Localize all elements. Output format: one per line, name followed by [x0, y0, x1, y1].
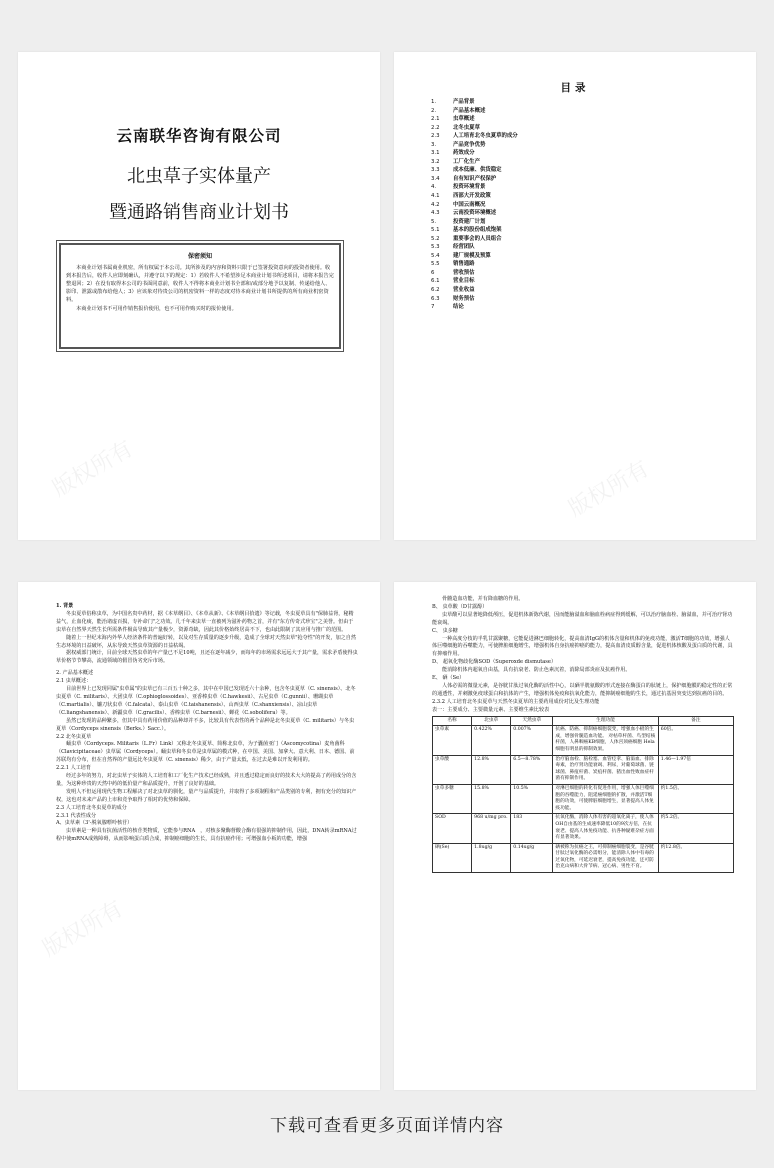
subsection-heading: 2.2.1 人工培育	[56, 765, 91, 772]
toc-item	[431, 260, 736, 269]
toc-item	[431, 303, 736, 312]
body-page-2	[394, 582, 756, 1090]
paragraph: 一种高度分枝的半乳甘露聚糖，它能促进淋巴细胞转化，提高血清IgG的机体含量和机体的免疫功能，激活T细胞的功效，增强人体巨噬细胞的吞噬能力，可使脾脏细胞增生，增强机体自身抗癌抑癌的能力，提高血清皮质醇含量，促进机体核酸及蛋白质的代谢，具有抑瘤作用。	[432, 635, 733, 658]
toc-item-label: 人工培育北冬虫夏草的成分	[453, 133, 518, 140]
table-cell-name: 虫草素	[433, 726, 472, 755]
table-cell-north: 0.422%	[472, 726, 511, 755]
toc-item-number: 4.	[431, 184, 437, 191]
table-cell-natural: 10.5%	[511, 784, 553, 813]
watermark: 版权所有	[48, 436, 138, 503]
table-cell-note: 60倍。	[658, 726, 733, 755]
toc-item-number: 6.2	[431, 287, 440, 294]
subsection-heading: 2.3.2 人工培育北冬虫夏草与天然冬虫夏草的主要药用成份对比及生理功能	[432, 698, 600, 705]
paragraph: 骨髓造血功能，并有降血糖的作用。	[442, 596, 524, 602]
toc-item	[431, 243, 736, 252]
table-cell-function: 抗氧化酶，消除人体有害的超氧化离子，使人体OH自由基的生成速率降低10的9次方倍，在抗衰老、提高人体免疫功能、抗各种疑难杂症方面有显著效果。	[553, 814, 658, 843]
table-cell-function: 抗癌、防癌、抑制癌细胞裂变，增强血小板的生成，增强骨髓造血功能。 对枯草杆菌、鸟型结核杆菌，人鼻咽癌KB细胞，人体宫颈癌细胞 Hela细胞有明显的抑制效果。	[553, 726, 658, 755]
body-page-1	[18, 582, 380, 1090]
item-heading: B、 虫草酸（D甘露醇）	[432, 603, 488, 610]
subsection-heading: 2.1 虫草概述：	[56, 678, 92, 685]
toc-item	[431, 141, 736, 150]
toc-item-number: 4.2	[431, 201, 440, 208]
toc-item	[431, 149, 736, 158]
toc-item-label: 营收预估	[453, 269, 475, 276]
document-title-line1: 北虫草子实体量产	[127, 166, 271, 187]
toc-item	[431, 98, 736, 107]
confidentiality-title: 保密须知	[187, 253, 212, 260]
toc-item-label: 重要事会的人员组合	[453, 235, 502, 242]
paragraph: 目前世界上已发现同属"虫草属"的虫草已有三百五十种之多，其中在中国已发现近六十余种，包含冬虫夏草（C. sinensis）、北冬虫夏草（C. militaris）、大团虫草（C.ophioglossoides）、亚香棒虫草（C.hawkesii）、古尼虫草（C.gunnii）、珊瑚虫草（C.martialis）、镰刀状虫草（C.falcata）、泰山虫草（C.taishanensis）、山西虫草（C.shanxiensis）、凉山虫草（C.liangshanensis）、新疆虫草（C.gracilis）、香棒虫草（C.barnesii）、蝉花（C.sobolifera）等。	[56, 686, 356, 716]
table-cell-natural: 6.5—8.78%	[511, 755, 553, 784]
subsection-heading: 2.2 北冬虫夏草	[56, 733, 92, 740]
toc-item-label: 财务预估	[453, 295, 475, 302]
table-row	[433, 755, 734, 784]
toc-item-number: 5.3	[431, 244, 440, 251]
table-header-cell: 天然虫草	[511, 716, 553, 726]
table-header-cell: 生理功能	[553, 716, 658, 726]
paragraph: 冬虫夏草俗称虫草，为中国名贵中药材，据《本草纲目》、《本草从新》、《本草纲目拾遗》等记载，冬虫夏草具有"保肺益肾，秘精益气，止血化痰，能治诸虚百损，专补命门"之功效。几千年来虫草一直被列为滋补药物之首，并有"东方传奇式珍宝"之美誉。但由于虫草在自然界天然生长所需条件极高导致其产量极少，资源奇缺，因此其价格始终居高不下，也由此限制了其应用与推广的范围。	[56, 610, 354, 633]
toc-item	[431, 124, 736, 133]
toc-item	[431, 166, 736, 175]
paragraph: 虫草素是一种具有抗菌活性的核苷类物质，它能参与RNA ，对核多聚酶督酸合酶有很强的抑制作用，因此，DNA转录mRNA过程中使mRNA成熟障碍，从而影响蛋白质合成，抑制癌细胞的生长，具有抗癌作用；可增强血小板的功能，增强	[56, 828, 357, 843]
watermark: 版权所有	[564, 456, 654, 523]
table-cell-name: 硒(Se)	[433, 843, 472, 872]
toc-item-number: 3.2	[431, 158, 440, 165]
table-cell-function: 治疗脑血栓、脑栓塞、血管痉挛、脑溢血、排除毒素，治疗肾功能衰竭、利尿，对葡萄球菌、链球菌、鼻疽杆菌、炭疽杆菌、猪出血性败血症杆菌有抑制作用。	[553, 755, 658, 784]
watermark: 版权所有	[38, 896, 128, 963]
toc-item-label: 自有知识产权保护	[453, 175, 497, 182]
body-text-1	[56, 600, 358, 844]
table-cell-natural: 0.14ug/g	[511, 843, 553, 872]
toc-item-number: 2.1	[431, 116, 440, 123]
table-cell-name: SOD	[433, 814, 472, 843]
paragraph: 人体必需的微量元素，是谷胱甘肽过氧化酶的活性中心，以硒半胱氨酸的形式连接在酶蛋白的肽链上，保护细胞膜的稳定性的正常的通透性，并刺激免疫球蛋白和抗体的产生，增强机体免疫和抗氧化能力，能抑制癌细胞的生长，通过抗基因突变达到抗癌的目的。	[432, 682, 733, 697]
toc-item	[431, 192, 736, 201]
toc-item	[431, 252, 736, 261]
table-header-cell: 北虫草	[472, 716, 511, 726]
toc-item-number: 6.1	[431, 278, 440, 285]
paragraph: 蛹虫草（Cordyceps. Militaris（L.Fr）Link）又称北冬虫夏草、简称北虫草，为子囊菌亚门（Ascomycotina）麦角菌科（Clavicipitaceae）虫草属（Cordyceps）。蛹虫草和冬虫草是虫草属的模式种，在中国、美国、加拿大、意大利、日本、德国、前苏联均有分布，但在自然界的产量远比冬虫夏草（C. sinensis）稀少，由于产量太低，在过去是难以开发利用的。	[56, 741, 355, 764]
toc-item	[431, 235, 736, 244]
table-cell-note: 1.46—1.97倍	[658, 755, 733, 784]
toc-item-number: 6	[431, 269, 435, 276]
toc-item-label: 营业目标	[453, 278, 475, 285]
toc-item	[431, 295, 736, 304]
toc-item	[431, 286, 736, 295]
table-cell-name: 虫草酸	[433, 755, 472, 784]
toc-item-number: 7	[431, 304, 435, 311]
subsection-heading: 2.3.1 代表性成分	[56, 812, 97, 819]
item-heading: E、 硒（Se）	[432, 675, 465, 682]
toc-item	[431, 183, 736, 192]
toc-item-label: 产品基本概述	[453, 107, 486, 114]
table-cell-north: 968 u/mg pro.	[472, 814, 511, 843]
toc-item-label: 云南投资环境概述	[453, 210, 497, 217]
item-heading: C、 虫多糖	[432, 627, 458, 634]
table-cell-natural: 0.007%	[511, 726, 553, 755]
company-name: 云南联华咨询有限公司	[116, 127, 282, 145]
toc-item-label: 西部大开发政策	[453, 193, 491, 200]
toc-item-label: 结论	[453, 304, 464, 311]
subsection-heading: 2.3 人工培育北冬虫夏草的成分	[56, 804, 127, 811]
table-row	[433, 784, 734, 813]
toc-item	[431, 175, 736, 184]
toc-item	[431, 226, 736, 235]
toc-item-number: 3.	[431, 141, 437, 148]
cover-page	[18, 52, 380, 540]
table-header-row	[433, 716, 734, 726]
toc-item-number: 5.2	[431, 235, 440, 242]
toc-item	[431, 201, 736, 210]
toc-item-label: 产品竞争优势	[453, 141, 486, 148]
toc-item-label: 药效成分	[453, 150, 475, 157]
paragraph: 虽然已发现的品种繁多，但其中具有药用价值的品种却并不多，比较具有代表性的两个品种是北冬虫夏草（C. militaris）与冬虫夏草（Cordyceps sinensis（Berks.）Sacc.）。	[56, 717, 355, 732]
table-row	[433, 814, 734, 843]
paragraph: 发明人不但运用现代生物工程解决了对北虫草的驯化，量产与品质提升，并取得了多项制程和产品类别的专利，拥有充分的知识产权，这也对未来产品的上市和竞争取得了相对的优势和保障。	[56, 788, 357, 803]
toc-item-number: 4.3	[431, 210, 440, 217]
toc-item-number: 2.3	[431, 133, 440, 140]
item-heading: D、 超氧化物歧化酶SOD（Superoxde dismutase）	[432, 659, 557, 666]
toc-item-label: 投资环境背景	[453, 184, 486, 191]
paragraph: 能消除机体内超氧自由基，具有抗衰老、防止色素沉着，消除局部炎症及抗癌作用。	[442, 667, 631, 674]
download-caption: 下载可查看更多页面详情内容	[270, 1116, 504, 1136]
toc-item	[431, 158, 736, 167]
confidentiality-body: 本商业计划书属商业机密，所有权属于本公司。其所涉及的内容和资料只限于已签署投资意向的投资者使用。收到本报告后，收件人应即刻确认，并遵守以下的规定：1）若收件人不希望涉足本商业计划书所述项目，请将本报告完整退回；2）在没有取得本公司的书面同意前，收件人不得将本商业计划书全部和/或部分地予以复制、传递给他人、影印、泄露或散布给他人；3）应该象对待贵公司的机密资料一样的态度对待本商业计划书所提供的所有商业机密资料。	[66, 265, 334, 303]
item-heading: A、虫草素（3'-脱氧腺嘌呤核苷）	[56, 820, 133, 827]
toc-item-number: 3.4	[431, 175, 440, 182]
table-row	[433, 843, 734, 872]
toc-item-number: 4.1	[431, 193, 440, 200]
comparison-table	[432, 716, 734, 873]
confidentiality-footer: 本商业计划书不可用作销售报价使用，也不可用作购买时的报价使用。	[76, 306, 237, 312]
toc-item-number: 3.3	[431, 167, 440, 174]
toc-item	[431, 209, 736, 218]
toc-list	[431, 98, 736, 312]
table-header-cell: 名称	[433, 716, 472, 726]
table-cell-name: 虫草多糖	[433, 784, 472, 813]
table-cell-north: 15.8%	[472, 784, 511, 813]
toc-item	[431, 277, 736, 286]
section-heading: 2. 产品基本概述	[56, 670, 94, 677]
toc-item	[431, 107, 736, 116]
table-cell-note: 约12.8倍。	[658, 843, 733, 872]
table-cell-function: 对淋巴细胞的转化有促进作用，增强人体巨噬细胞的吞噬能力，阻延癌细胞的扩散，并激活T细胞的功效，可使脾脏细胞增生，显著提高人体免疫功能。	[553, 784, 658, 813]
paragraph: 经过多年的努力，对北虫草子实体的人工培育和工厂化生产技术已经成熟，并且透过稳定而良好的技术大大的提高了药用成分的含量，为这种珍贵的天然中药的低价量产和品质提升，开创了良好的基础。	[56, 773, 357, 787]
toc-item-label: 产品背景	[453, 99, 475, 105]
toc-item-number: 3.1	[431, 150, 440, 157]
body-text-2	[432, 596, 734, 873]
toc-item-number: 2.2	[431, 124, 440, 131]
toc-item-number: 2.	[431, 107, 437, 114]
toc-item	[431, 269, 736, 278]
toc-item-label: 成本低廉、供货稳定	[453, 167, 502, 174]
table-caption: 表一：主要成分、主要微量元素、主要维生素比较表	[432, 706, 550, 713]
table-cell-function: 硒被称为抗癌之王，可抑制癌细胞裂变，是谷胱甘肽过氧化酶的必需组分，能清除人体中有毒的过氧化物，可延迟衰老，提高免疫功能，还可防治克山病和大骨节病、冠心病、男性不育。	[553, 843, 658, 872]
toc-item-number: 6.3	[431, 295, 440, 302]
table-header-cell: 备注	[658, 716, 733, 726]
toc-item-label: 经营团队	[453, 244, 475, 251]
toc-title: 目录	[560, 82, 590, 94]
table-cell-north: 1.8ug/g	[472, 843, 511, 872]
document-title-line2: 暨通路销售商业计划书	[109, 202, 289, 223]
table-row	[433, 726, 734, 755]
toc-item-label: 营业收益	[453, 287, 475, 294]
toc-item-label: 投资建厂计划	[453, 218, 486, 225]
confidentiality-notice-box	[59, 243, 341, 349]
table-cell-north: 12.8%	[472, 755, 511, 784]
toc-item-label: 基本的股份组成饱架	[453, 227, 502, 234]
toc-item-label: 销售通路	[453, 261, 475, 268]
toc-item-label: 虫草概述	[453, 116, 475, 123]
section-heading: 1. 背景	[56, 603, 74, 609]
table-body	[433, 726, 734, 873]
toc-item-label: 中国云南概况	[453, 201, 486, 208]
table-cell-note: 约5.2倍。	[658, 814, 733, 843]
toc-item-number: 1.	[431, 99, 437, 105]
toc-item-number: 5.1	[431, 227, 440, 234]
toc-item-label: 建厂规模及预算	[453, 252, 491, 259]
toc-item-number: 5.	[431, 218, 437, 225]
paragraph: 随着上一世纪末海内外华人经济条件的普遍好转，以及对生存质量的逐步升级，造成了全球对天然虫草"抢夺性"的开发，加之自然生态环境的日益破坏，从东导致天然虫草资源的日益枯竭。	[56, 634, 356, 649]
table-cell-natural: 183	[511, 814, 553, 843]
toc-item	[431, 218, 736, 227]
paragraph: 虫草酸可以显著地降低颅压，促进机体新陈代谢，因而能脑溢血和脑血栓病症得到缓解，可以治疗脑血栓、脑溢血，并可治疗肾功能衰竭。	[432, 611, 733, 626]
toc-item-label: 工厂化生产	[453, 158, 480, 165]
toc-item	[431, 115, 736, 124]
paragraph: 据权威部门统计，目前全球天然虫草的年产量已不足10吨，且还在逐年减少，而每年的市场需求远远大于其产量，需求矛盾使得虫草价格节节攀高，流通领域的假冒伪劣充斥市场。	[56, 650, 358, 665]
toc-page	[394, 52, 756, 540]
toc-item-label: 北冬虫夏草	[453, 124, 480, 131]
toc-item	[431, 132, 736, 141]
table-cell-note: 约1.5倍。	[658, 784, 733, 813]
toc-item-number: 5.5	[431, 261, 440, 268]
toc-item-number: 5.4	[431, 252, 440, 259]
